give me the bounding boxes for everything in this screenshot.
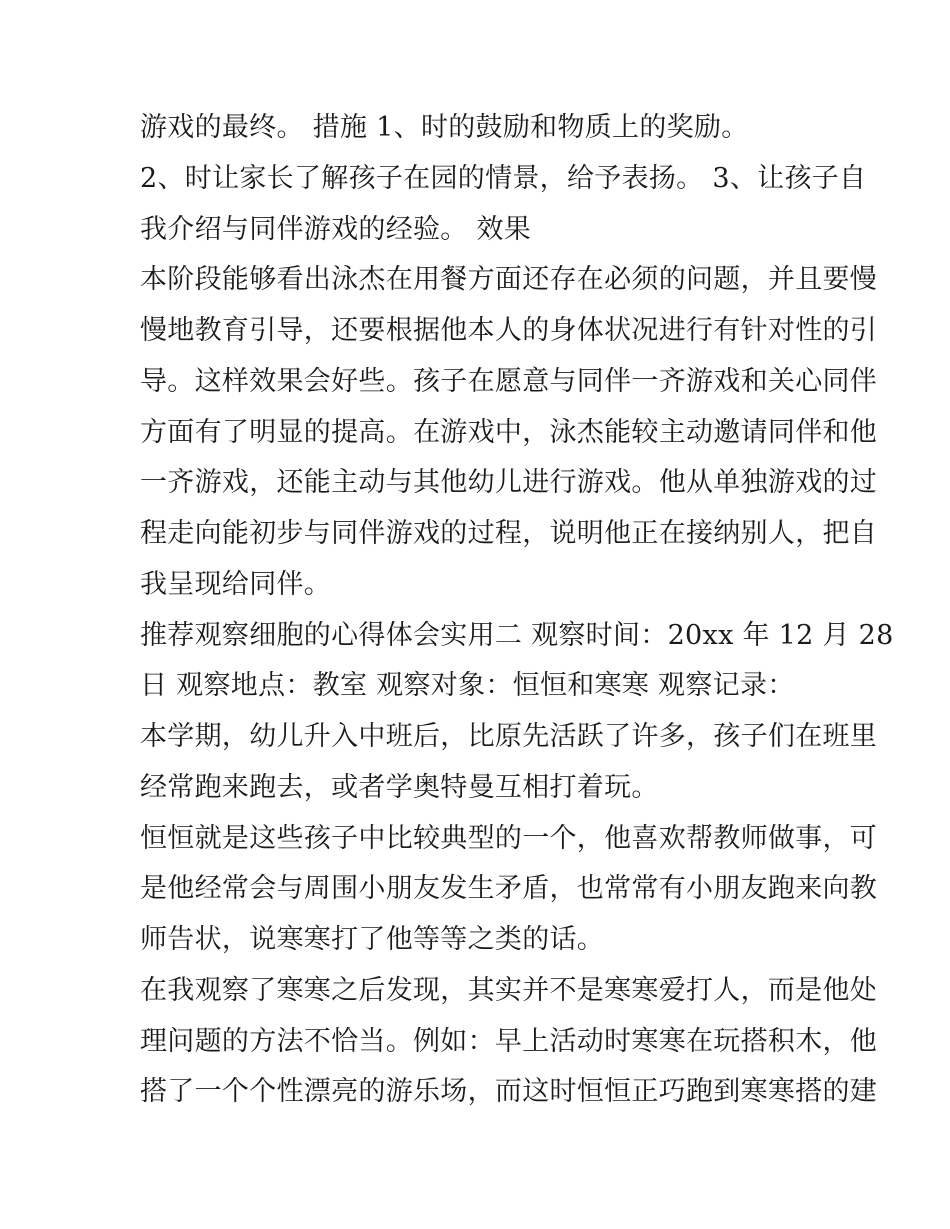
text-line: 一齐游戏，还能主动与其他幼儿进行游戏。他从单独游戏的过 xyxy=(140,467,878,499)
document-body xyxy=(140,103,894,1118)
text-line: 我呈现给同伴。 xyxy=(140,568,332,600)
text-line: 导。这样效果会好些。孩子在愿意与同伴一齐游戏和关心同伴 xyxy=(140,365,878,397)
text-line: 搭了一个个性漂亮的游乐场，而这时恒恒正巧跑到寒寒搭的建 xyxy=(140,1076,878,1108)
text-line: 方面有了明显的提高。在游戏中，泳杰能较主动邀请同伴和他 xyxy=(140,416,878,448)
text-line: 推荐观察细胞的心得体会实用二 观察时间：20xx 年 12 月 28 xyxy=(140,619,894,651)
text-line: 2、时让家长了解孩子在园的情景，给予表扬。 3、让孩子自 xyxy=(140,162,867,194)
text-line: 恒恒就是这些孩子中比较典型的一个，他喜欢帮教师做事，可 xyxy=(140,822,878,854)
text-line: 游戏的最终。 措施 1、时的鼓励和物质上的奖励。 xyxy=(140,112,749,143)
text-line: 程走向能初步与同伴游戏的过程，说明他正在接纳别人，把自 xyxy=(140,518,878,549)
text-line: 日 观察地点：教室 观察对象：恒恒和寒寒 观察记录： xyxy=(140,670,795,702)
text-line: 师告状，说寒寒打了他等等之类的话。 xyxy=(140,924,605,955)
text-line: 理问题的方法不恰当。例如：早上活动时寒寒在玩搭积木，他 xyxy=(140,1025,878,1057)
text-line: 经常跑来跑去，或者学奥特曼互相打着玩。 xyxy=(140,771,659,803)
text-line: 本学期，幼儿升入中班后，比原先活跃了许多，孩子们在班里 xyxy=(140,721,878,752)
text-line: 本阶段能够看出泳杰在用餐方面还存在必须的问题，并且要慢 xyxy=(140,264,878,296)
text-line: 在我观察了寒寒之后发现，其实并不是寒寒爱打人，而是他处 xyxy=(140,974,878,1006)
text-line: 我介绍与同伴游戏的经验。 效果 xyxy=(140,213,532,245)
text-line: 慢地教育引导，还要根据他本人的身体状况进行有针对性的引 xyxy=(140,315,878,346)
text-line: 是他经常会与周围小朋友发生矛盾，也常常有小朋友跑来向教 xyxy=(140,873,878,905)
